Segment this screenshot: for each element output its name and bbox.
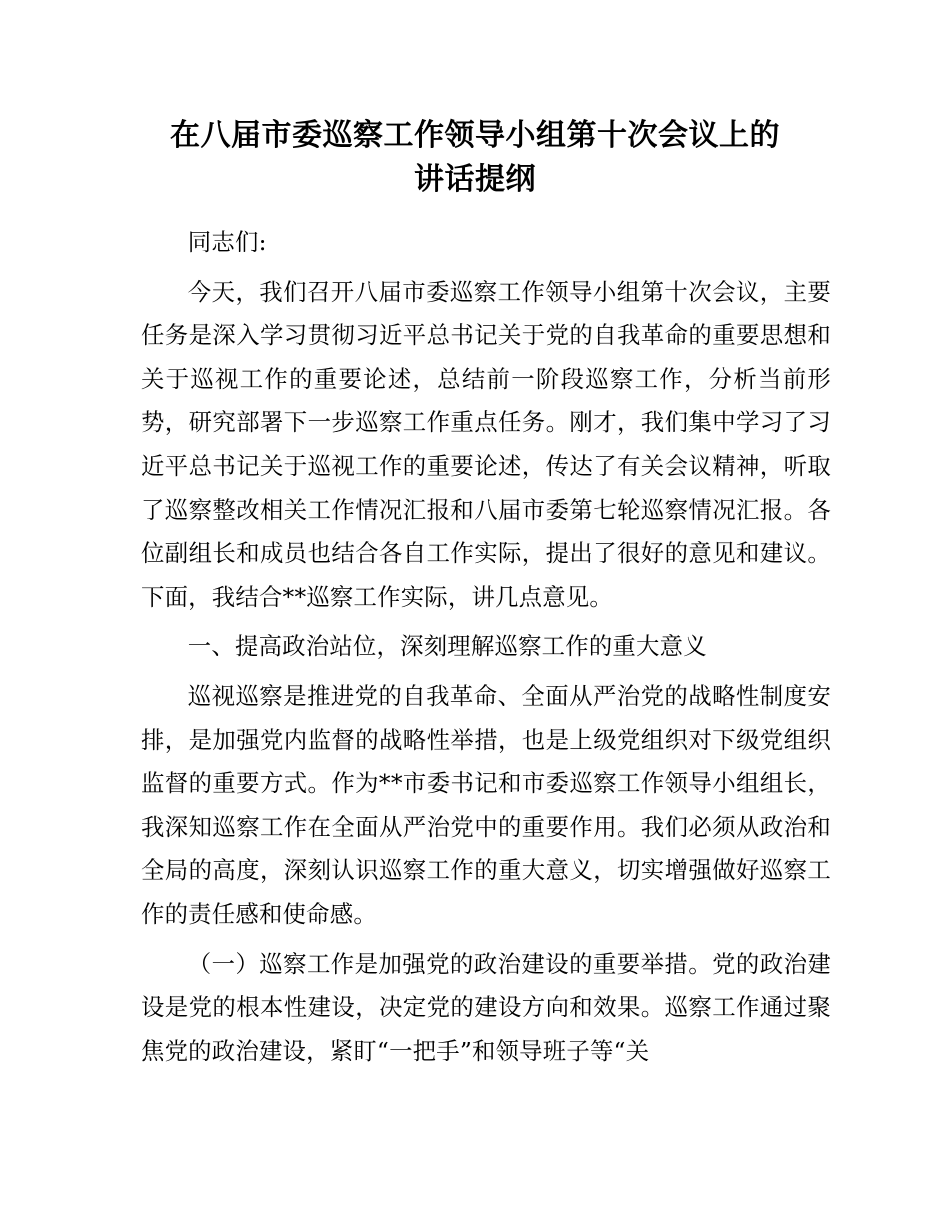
paragraph-section-1: 巡视巡察是推进党的自我革命、全面从严治党的战略性制度安排，是加强党内监督的战略性举措，也是上级党组织对下级党组织监督的重要方式。作为**市委书记和市委巡察工作领导小组组长，我深知巡察工作在全面从严治党中的重要作用。我们必须从政治和全局的高度，深刻认识巡察工作的重大意义，切实增强做好巡察工作的责任感和使命感。 [141, 681, 831, 928]
section-heading-1: 一、提高政治站位，深刻理解巡察工作的重大意义 [187, 632, 707, 661]
paragraph-opening: 今天，我们召开八届市委巡察工作领导小组第十次会议，主要任务是深入学习贯彻习近平总书记关于党的自我革命的重要思想和关于巡视工作的重要论述，总结前一阶段巡察工作，分析当前形势，研究部署下一步巡察工作重点任务。刚才，我们集中学习了习近平总书记关于巡视工作的重要论述，传达了有关会议精神，听取了巡察整改相关工作情况汇报和八届市委第七轮巡察情况汇报。各位副组长和成员也结合各自工作实际，提出了很好的意见和建议。下面，我结合**巡察工作实际，讲几点意见。 [141, 277, 831, 611]
greeting: 同志们: [187, 228, 267, 256]
document-title-line-2: 讲话提纲 [414, 162, 536, 197]
document-body [141, 221, 831, 1075]
paragraph-subsection-1: （一）巡察工作是加强党的政治建设的重要举措。党的政治建设是党的根本性建设，决定党的建设方向和效果。巡察工作通过聚焦党的政治建设，紧盯“一把手”和领导班子等“关 [141, 949, 831, 1065]
document-title-line-1: 在八届市委巡察工作领导小组第十次会议上的 [170, 118, 780, 153]
